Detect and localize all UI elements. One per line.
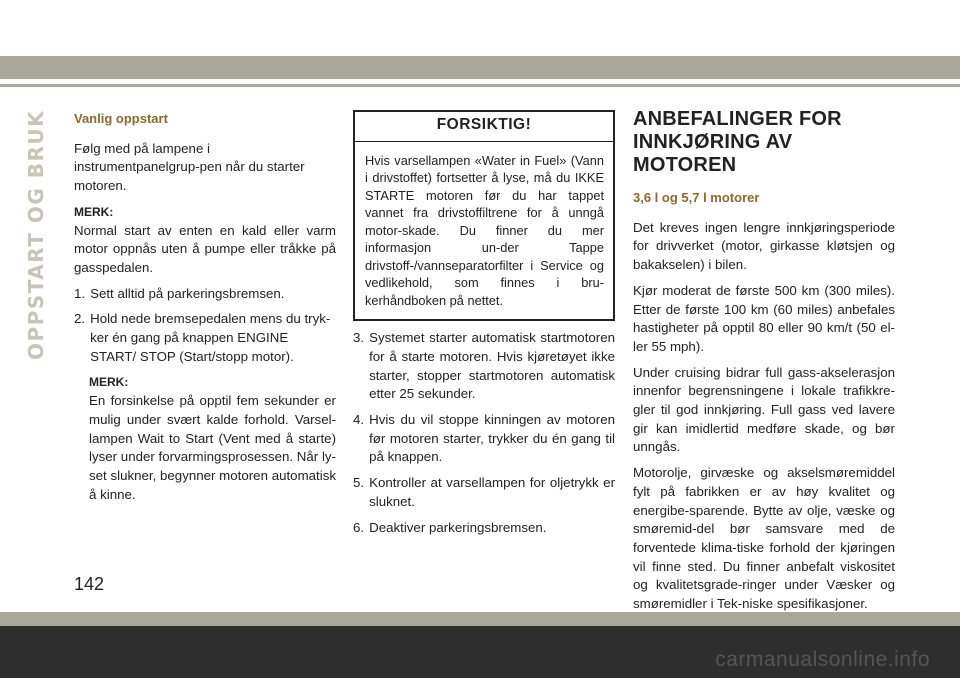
watermark-text: carmanualsonline.info bbox=[715, 648, 930, 671]
step-item bbox=[353, 474, 615, 511]
column-1 bbox=[74, 110, 336, 511]
note-label: MERK: bbox=[74, 204, 114, 219]
intro-paragraph: Følg med på lampene i instrumentpanelgrup-pen når du starter motoren. bbox=[74, 140, 305, 194]
step-item bbox=[353, 329, 615, 404]
step-text: Hvis du vil stoppe kinningen av motoren før motoren starter, trykker du én gang til på knappen. bbox=[369, 412, 615, 465]
section-heading-vanlig-oppstart: Vanlig oppstart bbox=[74, 111, 168, 126]
body-paragraph: Det kreves ingen lengre innkjøringsperiode for drivverket (motor, girkasse kløtsjen og bakakselen) i bilen. bbox=[633, 219, 895, 273]
note-label: MERK: bbox=[89, 375, 129, 390]
header-rule bbox=[0, 84, 960, 87]
step-item bbox=[353, 411, 615, 467]
step-text: Sett alltid på parkeringsbremsen. bbox=[90, 285, 285, 301]
body-paragraph: Under cruising bidrar full gass-akselerasjon innenfor begrensningene i lokale trafikkre-gler til god innkjøring. Full gass ved lavere gir kan imidlertid medføre skade, og bør unngås. bbox=[633, 364, 895, 455]
note-text: En forsinkelse på opptil fem sekunder er mulig under svært kalde forhold. Varsel-lampen Wait to Start (Vent med å starte) lyser under forvarmingsprosessen. Når ly-set slukner, begynner motoren automatisk å kinne. bbox=[89, 393, 336, 502]
step-number: 5. bbox=[353, 475, 365, 491]
step-text: Hold nede bremsepedalen mens du tryk-ker én gang på knappen ENGINE START/ STOP (Start/stopp motor). bbox=[90, 311, 331, 364]
header-band bbox=[0, 56, 960, 79]
step-item bbox=[74, 310, 336, 366]
step-text: Kontroller at varsellampen for oljetrykk er sluknet. bbox=[369, 475, 615, 509]
step-text: Deaktiver parkeringsbremsen. bbox=[369, 519, 547, 535]
column-2 bbox=[353, 110, 615, 544]
warning-text: Hvis varsellampen «Water in Fuel» (Vann i drivstoffet) fortsetter å lyse, må du IKKE STARTE motoren før du har tappet vannet fra drivstoffiltrene for å unngå motor-skade. Du finner du mer informasjon un-der Tappe drivstoff-/vannseparatorfilter i Service og vedlikehold, som finnes i bru-kerhåndboken på nettet. bbox=[365, 152, 604, 308]
warning-title: FORSIKTIG! bbox=[355, 112, 613, 142]
step-text: Systemet starter automatisk startmotoren for å starte motoren. Hvis kjøretøyet ikke starter, stopper startmotoren automatisk etter 25 sekunder. bbox=[369, 330, 615, 402]
footer-band bbox=[0, 612, 960, 626]
engine-subheading: 3,6 l og 5,7 l motorer bbox=[633, 190, 760, 205]
note-text: Normal start av enten en kald eller varm motor oppnås uten å pumpe eller tråkke på gasspedalen. bbox=[74, 222, 336, 275]
section-side-title: OPPSTART OG BRUK bbox=[24, 110, 48, 361]
step-item bbox=[353, 519, 615, 538]
step-item bbox=[74, 285, 336, 304]
warning-box bbox=[353, 110, 615, 321]
step-number: 4. bbox=[353, 412, 365, 428]
step-2-note bbox=[74, 373, 336, 504]
step-number: 1. bbox=[74, 285, 86, 301]
column-3 bbox=[633, 108, 895, 621]
section-heading-innkjoring: ANBEFALINGER FOR INNKJØRING AV MOTOREN bbox=[633, 108, 842, 176]
page-number: 142 bbox=[74, 574, 105, 594]
body-paragraph: Motorolje, girvæske og akselsmøremiddel fylt på fabrikken er av høy kvalitet og energibe-sparende. Bytte av olje, væske og smøremid-del bør samsvare med de forventede klima-tiske forhold der kjøringen vil finne sted. Du finner anbefalt viskositet og kvalitetsgrade-ringer under Væsker og smøremidler i Tek-niske spesifikasjoner. bbox=[633, 465, 895, 612]
step-number: 6. bbox=[353, 519, 365, 535]
step-number: 2. bbox=[74, 311, 86, 327]
body-paragraph: Kjør moderat de første 500 km (300 miles). Etter de første 100 km (60 miles) anbefales hastigheter på opptil 80 eller 90 km/t (50 el-ler 55 mph). bbox=[633, 282, 895, 354]
step-number: 3. bbox=[353, 330, 365, 346]
